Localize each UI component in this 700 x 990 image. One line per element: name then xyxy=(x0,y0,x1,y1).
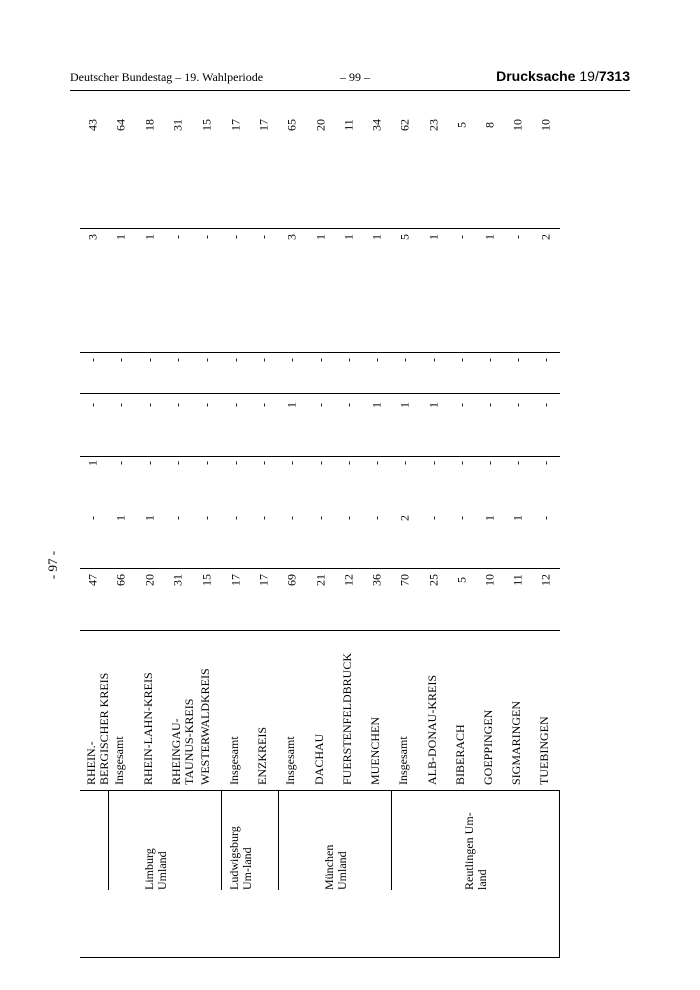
row-label: Insgesamt xyxy=(227,736,241,785)
cell-c6: 5 xyxy=(454,122,469,128)
row-label: RHEINGAU-TAUNUS-KREIS xyxy=(169,698,196,785)
row-label: RHEIN.-BERGISCHER KREIS xyxy=(84,672,111,785)
cell-c2: - xyxy=(113,461,128,465)
cell-total: 17 xyxy=(256,574,271,586)
cell-c3: - xyxy=(510,403,525,407)
cell-c6: 62 xyxy=(397,119,412,131)
cell-c1: 1 xyxy=(113,515,128,521)
row-label: Insgesamt xyxy=(396,736,410,785)
cell-c4: - xyxy=(142,358,157,362)
cell-c3: - xyxy=(113,403,128,407)
cell-c5: 1 xyxy=(113,234,128,240)
cell-c3: - xyxy=(228,403,243,407)
cell-c2: - xyxy=(454,461,469,465)
row-label: DACHAU xyxy=(312,733,326,785)
cell-c4: - xyxy=(199,358,214,362)
cell-c2: - xyxy=(369,461,384,465)
cell-c4: - xyxy=(426,358,441,362)
header-page-number: – 99 – xyxy=(340,70,370,84)
cell-total: 12 xyxy=(341,574,356,586)
cell-c2: - xyxy=(538,461,553,465)
page-header xyxy=(70,70,630,90)
cell-c6: 11 xyxy=(341,119,356,131)
cell-c1: - xyxy=(199,516,214,520)
cell-c3: - xyxy=(199,403,214,407)
cell-c1: 2 xyxy=(397,515,412,521)
cell-c1: 1 xyxy=(142,515,157,521)
header-publication: Deutscher Bundestag – 19. Wahlperiode xyxy=(70,70,264,84)
group-label: Reutlingen Um-land xyxy=(462,812,489,890)
cell-c2: 1 xyxy=(85,460,100,466)
cell-c4: - xyxy=(538,358,553,362)
cell-c5: 1 xyxy=(142,234,157,240)
cell-c4: - xyxy=(85,358,100,362)
cell-c4: - xyxy=(482,358,497,362)
group-divider-limburg xyxy=(108,790,109,890)
cell-c6: 15 xyxy=(199,119,214,131)
cell-c2: - xyxy=(397,461,412,465)
cell-total: 10 xyxy=(482,574,497,586)
row-label: ENZKREIS xyxy=(255,727,269,785)
group-label: Ludwigsburg Um-land xyxy=(227,826,254,890)
cell-c2: - xyxy=(341,461,356,465)
cell-c3: 1 xyxy=(426,402,441,408)
row-label: WESTERWALDKREIS xyxy=(198,668,212,785)
cell-c5: - xyxy=(228,235,243,239)
cell-c6: 65 xyxy=(284,119,299,131)
cell-c4: - xyxy=(510,358,525,362)
cell-c1: 1 xyxy=(510,515,525,521)
group-divider-ludwigsburg xyxy=(221,790,222,890)
row-label: MUENCHEN xyxy=(368,717,382,785)
cell-c1: - xyxy=(256,516,271,520)
cell-c5: - xyxy=(256,235,271,239)
cell-c5: 1 xyxy=(369,234,384,240)
cell-total: 15 xyxy=(199,574,214,586)
row-label: ALB-DONAU-KREIS xyxy=(425,675,439,785)
row-label: SIGMARINGEN xyxy=(509,701,523,785)
cell-c3: - xyxy=(85,403,100,407)
cell-c3: - xyxy=(142,403,157,407)
cell-c3: 1 xyxy=(397,402,412,408)
cell-c3: - xyxy=(170,403,185,407)
cell-total: 12 xyxy=(538,574,553,586)
cell-c6: 10 xyxy=(510,119,525,131)
cell-c4: - xyxy=(369,358,384,362)
cell-c4: - xyxy=(113,358,128,362)
cell-c1: - xyxy=(426,516,441,520)
cell-c5: 1 xyxy=(426,234,441,240)
row-label: TUEBINGEN xyxy=(537,716,551,785)
cell-c3: 1 xyxy=(369,402,384,408)
cell-c2: - xyxy=(482,461,497,465)
cell-total: 66 xyxy=(113,574,128,586)
cell-total: 47 xyxy=(85,574,100,586)
cell-total: 36 xyxy=(369,574,384,586)
row-label: Insgesamt xyxy=(112,736,126,785)
cell-c6: 17 xyxy=(228,119,243,131)
cell-c6: 31 xyxy=(170,119,185,131)
cell-c6: 8 xyxy=(482,122,497,128)
group-divider-reutlingen xyxy=(391,790,392,890)
cell-c4: - xyxy=(454,358,469,362)
cell-c5: 2 xyxy=(538,234,553,240)
cell-c4: - xyxy=(341,358,356,362)
cell-c5: 3 xyxy=(85,234,100,240)
row-label: RHEIN-LAHN-KREIS xyxy=(141,672,155,785)
cell-c5: - xyxy=(510,235,525,239)
cell-c2: - xyxy=(256,461,271,465)
cell-c2: - xyxy=(284,461,299,465)
row-label: GOEPPINGEN xyxy=(481,709,495,785)
row-label: BIBERACH xyxy=(453,724,467,785)
cell-c2: - xyxy=(426,461,441,465)
row-label: FUERSTENFELDBRUCK xyxy=(340,652,354,785)
cell-c2: - xyxy=(313,461,328,465)
cell-total: 20 xyxy=(142,574,157,586)
row-label: Insgesamt xyxy=(283,736,297,785)
cell-c1: - xyxy=(369,516,384,520)
cell-c2: - xyxy=(142,461,157,465)
table-right-rule xyxy=(559,790,560,958)
cell-c3: - xyxy=(538,403,553,407)
cell-c3: - xyxy=(256,403,271,407)
cell-c4: - xyxy=(284,358,299,362)
cell-c5: - xyxy=(199,235,214,239)
cell-c6: 17 xyxy=(256,119,271,131)
cell-c4: - xyxy=(170,358,185,362)
cell-total: 70 xyxy=(397,574,412,586)
cell-c5: - xyxy=(454,235,469,239)
cell-c5: 1 xyxy=(313,234,328,240)
cell-c1: - xyxy=(85,516,100,520)
cell-c1: - xyxy=(284,516,299,520)
cell-c6: 23 xyxy=(426,119,441,131)
cell-c3: 1 xyxy=(284,402,299,408)
group-divider-muenchen xyxy=(278,790,279,890)
cell-total: 31 xyxy=(170,574,185,586)
cell-c1: - xyxy=(228,516,243,520)
cell-c5: 3 xyxy=(284,234,299,240)
cell-c4: - xyxy=(313,358,328,362)
group-label: Limburg Umland xyxy=(142,848,169,890)
cell-c5: 1 xyxy=(482,234,497,240)
cell-total: 25 xyxy=(426,574,441,586)
cell-c3: - xyxy=(454,403,469,407)
cell-c6: 18 xyxy=(142,119,157,131)
cell-c1: - xyxy=(313,516,328,520)
side-page-number: - 97 - xyxy=(45,550,60,580)
cell-c5: - xyxy=(170,235,185,239)
cell-c6: 10 xyxy=(538,119,553,131)
cell-c4: - xyxy=(256,358,271,362)
cell-c5: 1 xyxy=(341,234,356,240)
header-document-number: Drucksache 19/7313 xyxy=(496,68,630,84)
cell-c6: 64 xyxy=(113,119,128,131)
cell-c1: - xyxy=(538,516,553,520)
cell-c1: - xyxy=(341,516,356,520)
cell-c2: - xyxy=(228,461,243,465)
cell-c3: - xyxy=(313,403,328,407)
cell-c2: - xyxy=(170,461,185,465)
cell-c6: 20 xyxy=(313,119,328,131)
cell-c3: - xyxy=(482,403,497,407)
cell-c1: 1 xyxy=(482,515,497,521)
cell-total: 5 xyxy=(454,577,469,583)
cell-c1: - xyxy=(454,516,469,520)
cell-total: 21 xyxy=(313,574,328,586)
cell-c1: - xyxy=(170,516,185,520)
group-label: München Umland xyxy=(322,844,349,890)
cell-c2: - xyxy=(510,461,525,465)
cell-c6: 34 xyxy=(369,119,384,131)
header-rule xyxy=(70,90,630,91)
cell-total: 17 xyxy=(228,574,243,586)
cell-total: 11 xyxy=(510,574,525,586)
cell-c4: - xyxy=(397,358,412,362)
table-group-top-rule xyxy=(80,790,560,791)
cell-c5: 5 xyxy=(397,234,412,240)
table-label-bottom-rule xyxy=(80,630,560,631)
cell-c2: - xyxy=(199,461,214,465)
table-bottom-rule xyxy=(80,957,560,958)
cell-c4: - xyxy=(228,358,243,362)
cell-total: 69 xyxy=(284,574,299,586)
cell-c6: 43 xyxy=(85,119,100,131)
cell-c3: - xyxy=(341,403,356,407)
